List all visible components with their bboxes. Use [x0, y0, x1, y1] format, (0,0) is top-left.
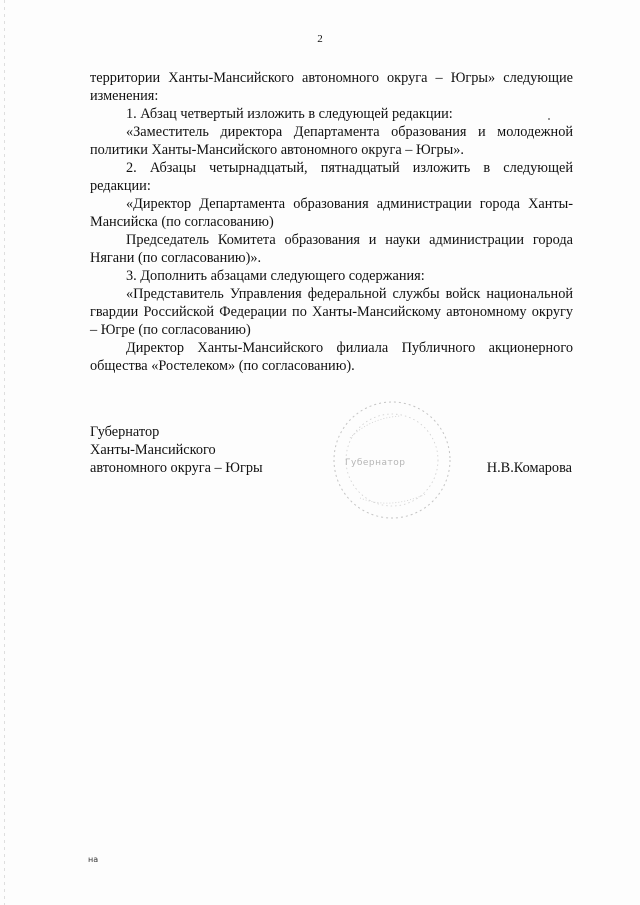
paragraph-item-3: 3. Дополнить абзацами следующего содержания:: [126, 268, 425, 284]
signatory-title-line: Губернатор: [90, 424, 160, 440]
paragraph-deputy-director: «Заместитель директора Департамента образования и молодежной политики Ханты-Мансийского автономного округа – Югры».: [90, 124, 573, 158]
paragraph-director-department: «Директор Департамента образования администрации города Ханты-Мансийска (по согласованию): [90, 196, 573, 230]
signatory-title: [90, 423, 263, 477]
paragraph-guard-representative: «Представитель Управления федеральной службы войск национальной гвардии Российской Федерации по Ханты-Мансийскому автономному округу – Югре (по согласованию): [90, 286, 573, 338]
signatory-title-line: автономного округа – Югры: [90, 460, 263, 476]
paragraph-committee-chair: Председатель Комитета образования и науки администрации города Нягани (по согласованию)».: [90, 232, 573, 266]
paragraph-rostelecom-director: Директор Ханты-Мансийского филиала Публичного акционерного общества «Ростелеком» (по согласованию).: [90, 340, 573, 374]
footer-mark: на: [88, 855, 99, 864]
signatory-name: Н.В.Комарова: [486, 460, 572, 476]
scan-speck: [548, 118, 550, 120]
paragraph-item-1: 1. Абзац четвертый изложить в следующей редакции:: [126, 106, 453, 122]
signatory-title-line: Ханты-Мансийского: [90, 442, 216, 458]
document-body: [90, 69, 573, 375]
stamp-text: Губернатор: [345, 458, 406, 468]
scan-edge-line: [4, 0, 5, 905]
paragraph-intro: территории Ханты-Мансийского автономного округа – Югры» следующие изменения:: [90, 70, 573, 104]
page-number: 2: [317, 33, 323, 45]
paragraph-item-2: 2. Абзацы четырнадцатый, пятнадцатый изложить в следующей редакции:: [90, 160, 573, 194]
